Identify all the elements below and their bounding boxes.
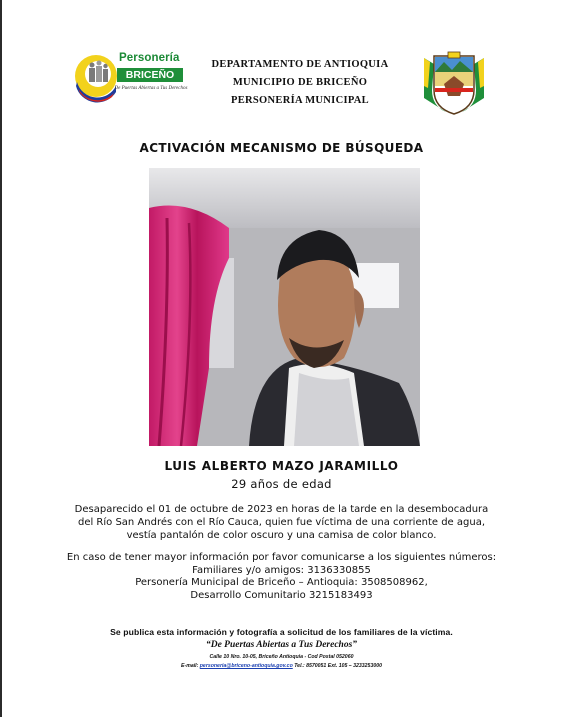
email-link[interactable]: personeria@briceno-antioquia.gov.co [199,663,293,669]
logo-banner: BRICEÑO [117,68,183,82]
footer-slogan: “De Puertas Abiertas a Tus Derechos” [205,640,358,650]
footer-phone: Tel.: 8570051 Ext. 105 – 3233253000 [294,663,382,669]
coat-of-arms-icon [420,50,488,116]
contact-personeria: Personería Municipal de Briceño – Antioquia: 3508508962, [135,577,428,588]
missing-person-name: LUIS ALBERTO MAZO JARAMILLO [164,459,399,473]
footer-contact-line [0,663,563,669]
publication-notice: Se publica esta información y fotografía a solicitud de los familiares de la víctima. [110,627,453,637]
header-department: DEPARTAMENTO DE ANTIOQUIA [211,59,389,70]
contact-community: Desarrollo Comunitario 3215183493 [190,589,373,601]
missing-person-photo [149,168,420,446]
logo-name: Personería [119,52,180,64]
missing-person-age: 29 años de edad [231,477,332,491]
header-municipality: MUNICIPIO DE BRICEÑO [232,77,368,88]
contact-information [60,552,503,602]
header-office: PERSONERÍA MUNICIPAL [231,95,369,106]
document-title: ACTIVACIÓN MECANISMO DE BÚSQUEDA [139,141,424,155]
disappearance-description: Desaparecido el 01 de octubre de 2023 en horas de la tarde en la desembocadura del Río San Andrés con el Río Cauca, quien fue víctima de una corriente de agua, vestía pantalón de color oscuro y una camisa de color blanco. [74,504,489,541]
contact-intro: En caso de tener mayor información por favor comunicarse a los siguientes números: [66,552,497,563]
document-header [195,56,405,110]
email-label: E-mail: [181,663,199,669]
page-left-edge [0,0,2,717]
personeria-logo [72,46,190,106]
contact-family: Familiares y/o amigos: 3136330855 [192,564,371,576]
logo-slogan: De Puertas Abiertas a Tus Derechos [114,86,188,91]
footer-address: Calle 10 Nro. 10-05, Briceño Antioquia - Cod Postal 052060 [209,654,354,660]
